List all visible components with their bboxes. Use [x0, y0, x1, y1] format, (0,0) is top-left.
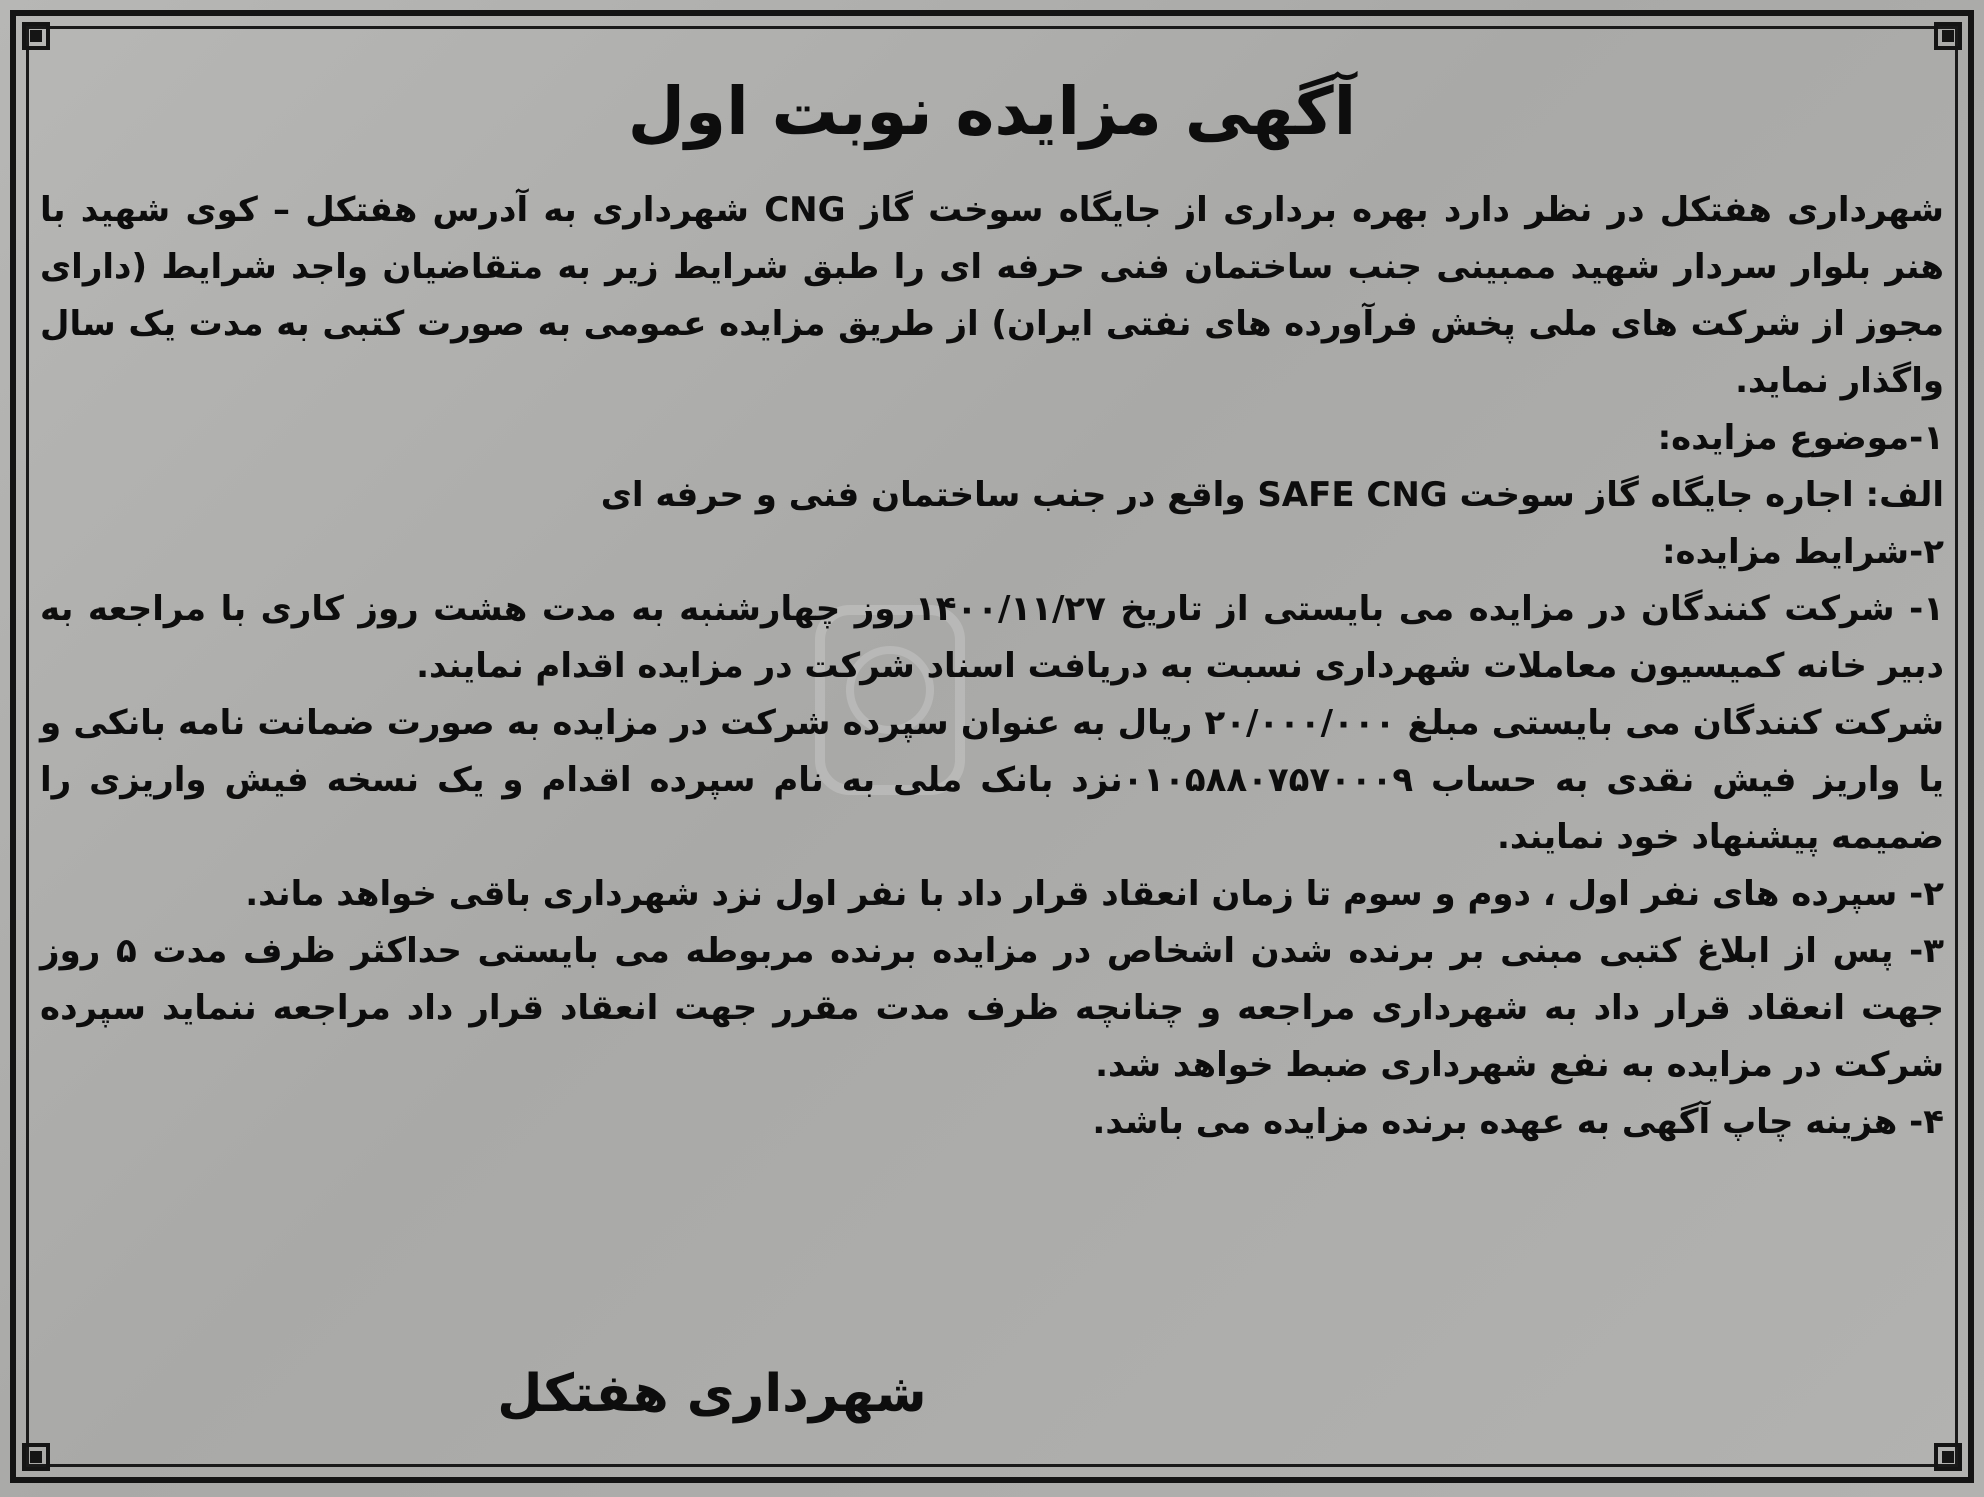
signature-municipality: شهرداری هفتکل: [497, 1364, 927, 1424]
condition-2: ۲- سپرده های نفر اول ، دوم و سوم تا زمان انعقاد قرار داد با نفر اول نزد شهرداری باقی خواهد ماند.: [245, 874, 1944, 914]
condition-4: ۴- هزینه چاپ آگهی به عهده برنده مزایده می باشد.: [1092, 1102, 1944, 1142]
section-subject-heading: ۱-موضوع مزایده:: [1657, 418, 1944, 458]
condition-3: ۳- پس از ابلاغ کتبی مبنی بر برنده شدن اشخاص در مزایده برنده مربوطه می بایستی حداکثر ظرف مدت ۵ روز جهت انعقاد قرار داد به شهرداری مراجعه و چنانچه ظرف مدت مقرر جهت انعقاد قرار داد مراجعه ننماید سپرده شرکت در مزایده به نفع شهرداری ضبط خواهد شد.: [40, 931, 1944, 1085]
announcement-content: [40, 40, 1944, 1457]
subject-item-a: الف: اجاره جایگاه گاز سوخت SAFE CNG واقع در جنب ساختمان فنی و حرفه ای: [600, 475, 1944, 515]
condition-1-deposit: شرکت کنندگان می بایستی مبلغ ۲۰/۰۰۰/۰۰۰ ریال به عنوان سپرده شرکت در مزایده به صورت ضمانت نامه بانکی و یا واریز فیش نقدی به حساب ۰۱۰۵۸۸۰۷۵۷۰۰۰۹نزد بانک ملی به نام سپرده اقدام و یک نسخه فیش واریزی را ضمیمه پیشنهاد خود نمایند.: [40, 703, 1945, 857]
intro-paragraph: شهرداری هفتکل در نظر دارد بهره برداری از جایگاه سوخت گاز CNG شهرداری به آدرس هفتکل – کوی شهید با هنر بلوار سردار شهید ممبینی جنب ساختمان فنی حرفه ای را طبق شرایط زیر به متقاضیان واجد شرایط (دارای مجوز از شرکت های ملی پخش فرآورده های نفتی ایران) از طریق مزایده عمومی به صورت کتبی به مدت یک سال واگذار نماید.: [40, 190, 1944, 401]
condition-1: ۱- شرکت کنندگان در مزایده می بایستی از تاریخ ۱۴۰۰/۱۱/۲۷روز چهارشنبه به مدت هشت روز کاری با مراجعه به دبیر خانه کمیسیون معاملات شهرداری نسبت به دریافت اسناد شرکت در مزایده اقدام نمایند.: [40, 589, 1944, 686]
section-conditions-heading: ۲-شرایط مزایده:: [1661, 532, 1944, 572]
announcement-title: آگهی مزایده نوبت اول: [627, 73, 1357, 150]
